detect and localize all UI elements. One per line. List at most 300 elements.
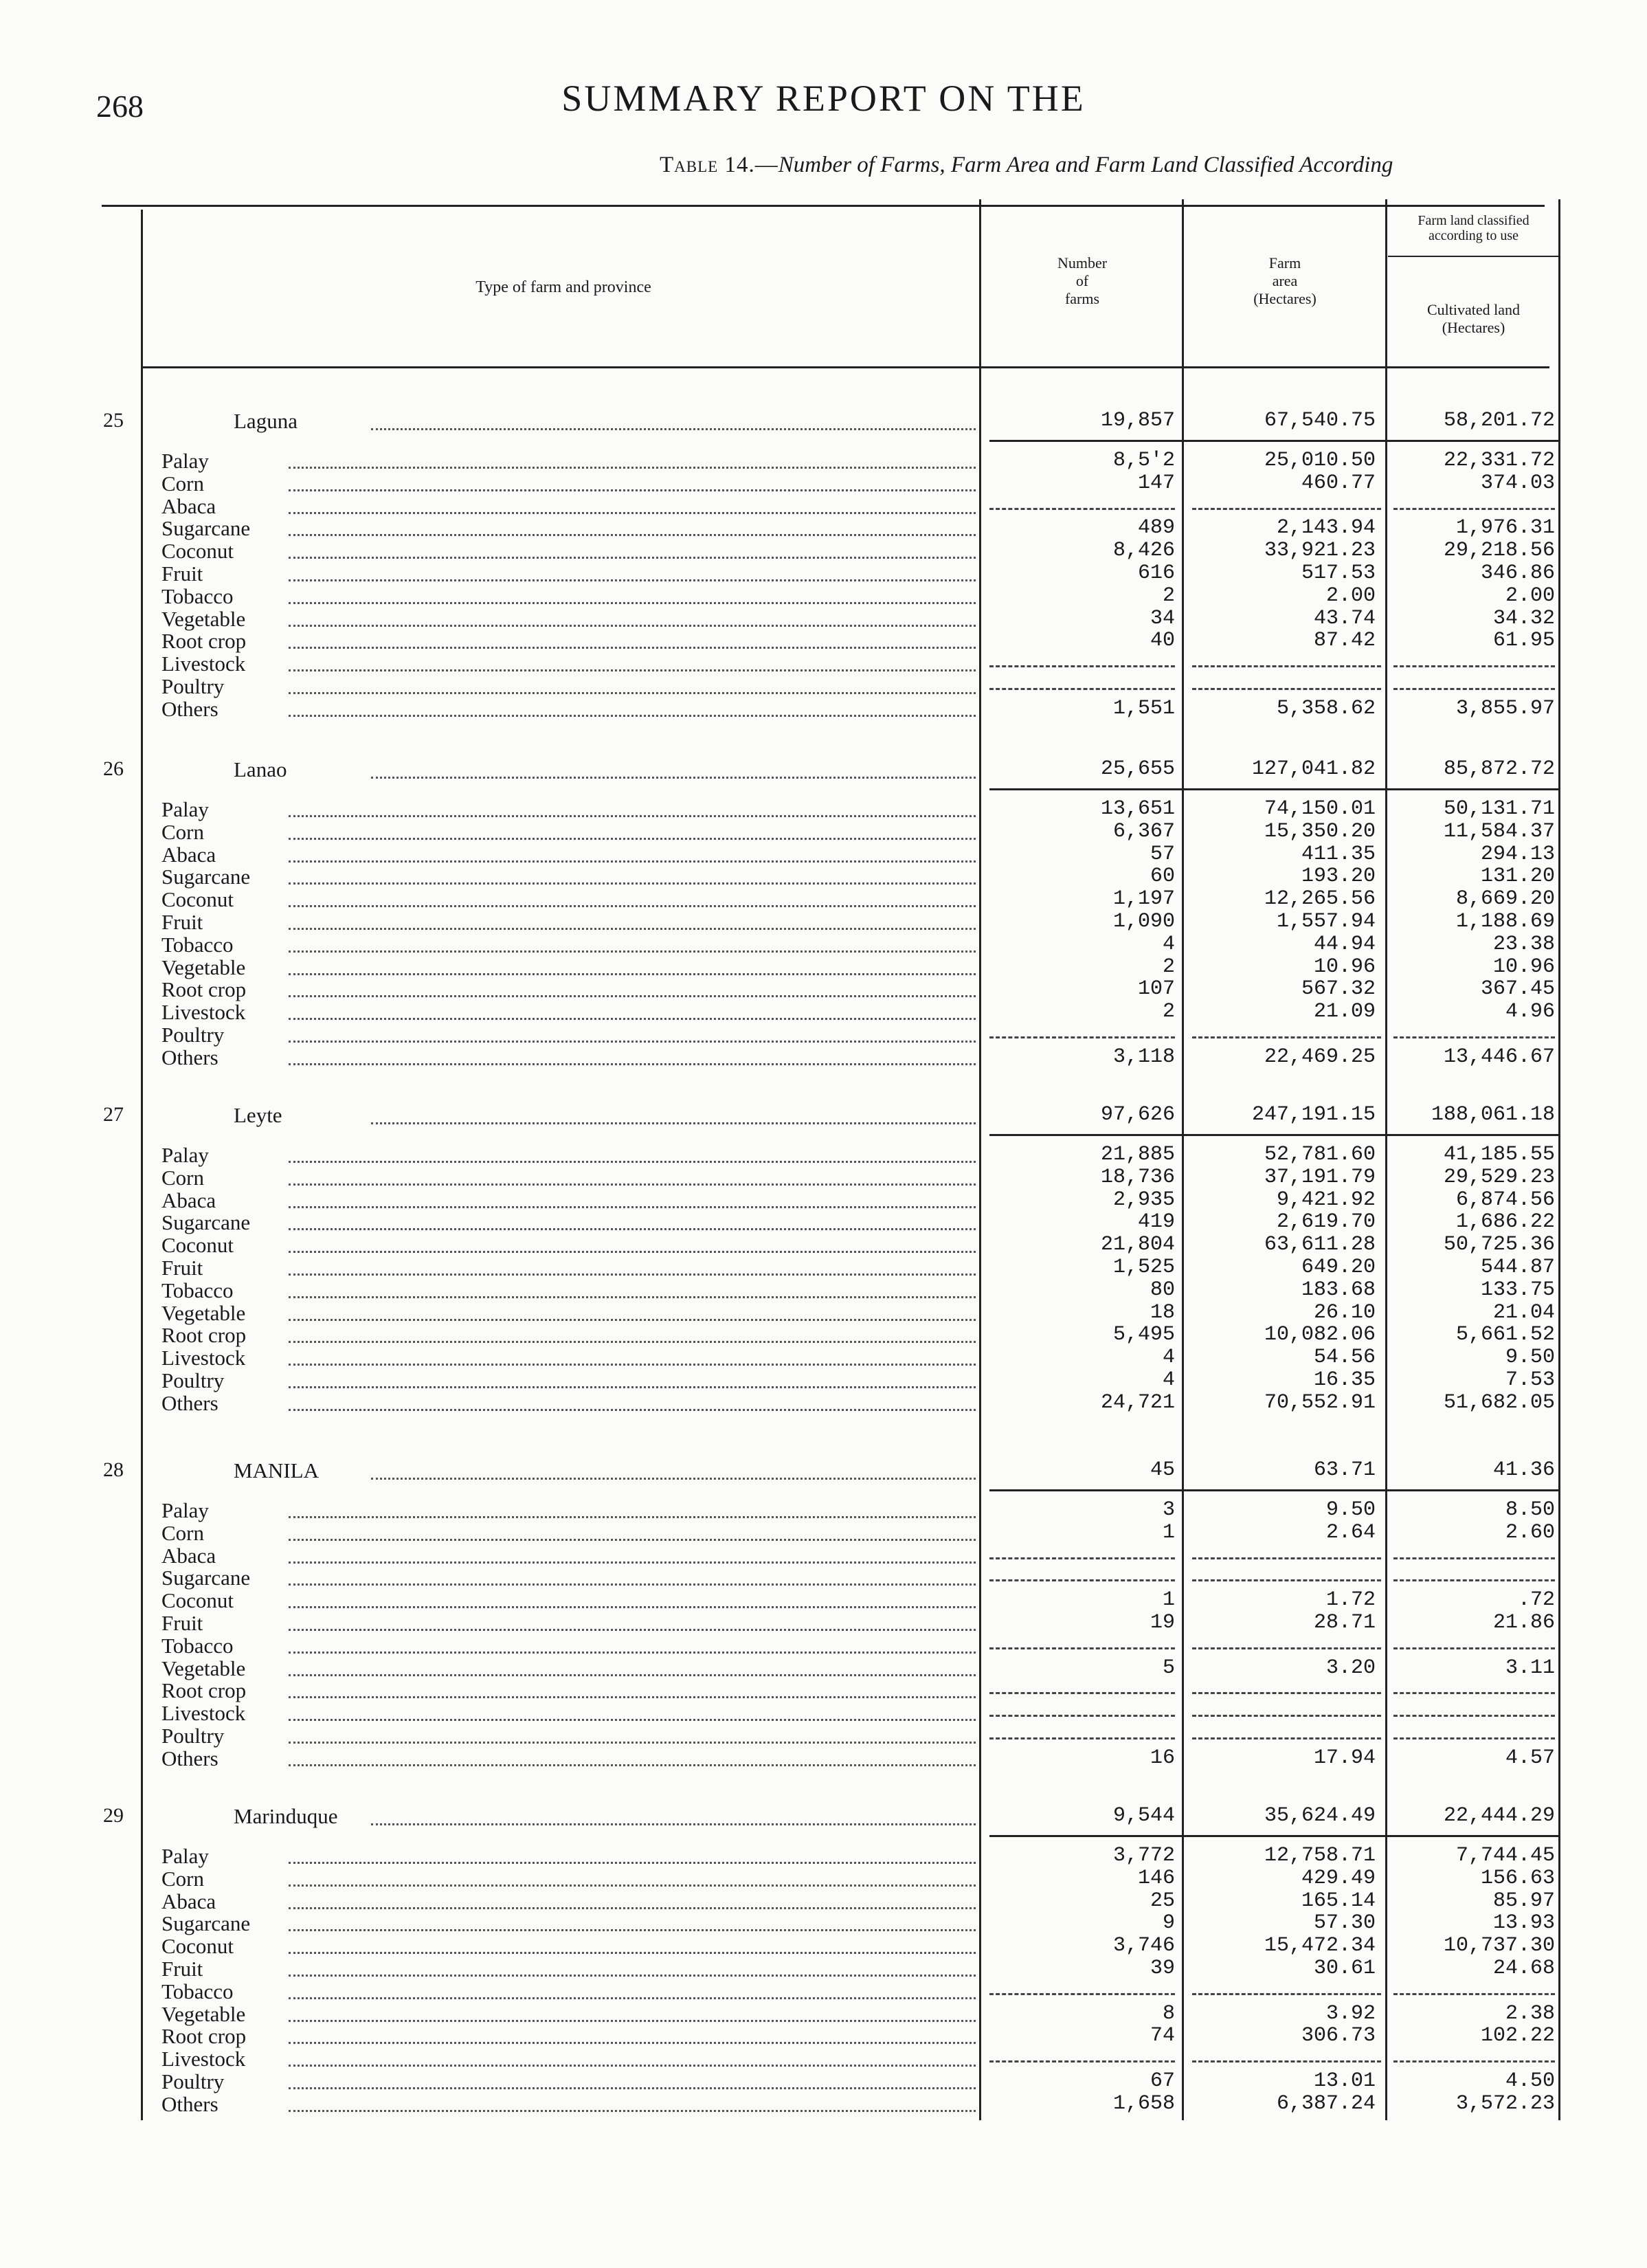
crop-label: Livestock (161, 652, 246, 676)
farms-cell: 6,367 (1112, 820, 1175, 843)
farms-cell: 80 (1150, 1278, 1175, 1302)
farms-cell: 1,658 (1112, 2092, 1175, 2115)
crop-label: Vegetable (161, 1656, 246, 1680)
empty-cell-dash (1393, 1737, 1555, 1739)
area-cell: 37,191.79 (1264, 1166, 1376, 1189)
table-row (0, 471, 1647, 495)
dot-leader (371, 777, 976, 779)
cultivated-cell: 22,331.72 (1443, 449, 1555, 472)
area-cell: 16.35 (1313, 1368, 1376, 1392)
empty-cell-dash (1393, 1993, 1555, 1995)
table-row (0, 1391, 1647, 1414)
dot-leader (289, 1274, 976, 1276)
empty-cell-dash (989, 1557, 1175, 1559)
farms-cell: 2 (1162, 584, 1175, 608)
dot-leader (289, 557, 976, 559)
empty-cell-dash (1192, 2060, 1381, 2063)
dot-leader (289, 950, 976, 953)
column-header-area (1189, 254, 1381, 308)
empty-cell-dash (1393, 1647, 1555, 1649)
table-row (0, 843, 1647, 866)
province-area: 67,540.75 (1264, 409, 1376, 432)
table-row (0, 652, 1647, 675)
farms-cell: 18 (1150, 1301, 1175, 1324)
table-row (0, 449, 1647, 472)
empty-cell-dash (989, 1036, 1175, 1038)
farms-cell: 74 (1150, 2024, 1175, 2047)
table-row (0, 1844, 1647, 1867)
cultivated-cell: 24.68 (1492, 1957, 1555, 1980)
empty-cell-dash (1393, 1715, 1555, 1717)
crop-label: Poultry (161, 1724, 225, 1748)
table-row (0, 1045, 1647, 1069)
farms-cell: 146 (1137, 1867, 1175, 1890)
dot-leader (289, 602, 976, 604)
area-cell: 6,387.24 (1276, 2092, 1376, 2115)
table-row (0, 697, 1647, 720)
dot-leader (289, 1764, 976, 1766)
table-row (0, 539, 1647, 562)
crop-label: Sugarcane (161, 1210, 251, 1234)
table-row (0, 1210, 1647, 1234)
dot-leader (289, 1975, 976, 1977)
area-cell: 57.30 (1313, 1911, 1376, 1935)
dot-leader (289, 1018, 976, 1020)
crop-label: Tobacco (161, 584, 234, 608)
cultivated-cell: 7,744.45 (1455, 1844, 1555, 1867)
table-row (0, 955, 1647, 979)
crop-label: Livestock (161, 1346, 246, 1370)
cultivated-cell: 4.57 (1505, 1746, 1555, 1770)
crop-label: Fruit (161, 1611, 203, 1635)
province-index: 26 (103, 757, 124, 780)
empty-cell-dash (1393, 508, 1555, 510)
empty-cell-dash (1192, 1579, 1381, 1581)
cultivated-cell: 1,188.69 (1455, 910, 1555, 933)
area-cell: 306.73 (1301, 2024, 1376, 2047)
empty-cell-dash (1192, 688, 1381, 690)
province-name: MANILA (234, 1458, 319, 1482)
farms-cell: 8 (1162, 2002, 1175, 2025)
area-cell: 12,758.71 (1264, 1844, 1376, 1867)
crop-label: Root crop (161, 1323, 247, 1347)
province-farms: 97,626 (1100, 1103, 1175, 1126)
dot-leader (289, 995, 976, 997)
cultivated-cell: 85.97 (1492, 1889, 1555, 1913)
crop-label: Abaca (161, 843, 216, 867)
area-cell: 2.00 (1325, 584, 1376, 608)
empty-cell-dash (1192, 1993, 1381, 1995)
farms-cell: 1 (1162, 1521, 1175, 1544)
dot-leader (289, 1183, 976, 1186)
farms-cell: 24,721 (1100, 1391, 1175, 1414)
province-area: 127,041.82 (1251, 757, 1376, 781)
farms-cell: 1,525 (1112, 1256, 1175, 1279)
cultivated-cell: 41,185.55 (1443, 1143, 1555, 1166)
crop-label: Sugarcane (161, 865, 251, 889)
classified-rule (1388, 256, 1558, 257)
farms-header-line: farms (1064, 290, 1100, 307)
crop-label: Palay (161, 449, 209, 473)
crop-label: Palay (161, 1143, 209, 1167)
table-row (0, 1724, 1647, 1747)
crop-label: Fruit (161, 1256, 203, 1280)
crop-label: Tobacco (161, 1278, 234, 1302)
cultivated-cell: 21.04 (1492, 1301, 1555, 1324)
area-cell: 25,010.50 (1264, 449, 1376, 472)
table-caption-text: Number of Farms, Farm Area and Farm Land Classified According (778, 153, 1393, 177)
farms-cell: 2,935 (1112, 1188, 1175, 1212)
cultivated-cell: 544.87 (1480, 1256, 1555, 1279)
empty-cell-dash (989, 1993, 1175, 1995)
farms-cell: 489 (1137, 516, 1175, 540)
column-header-cultivated (1389, 301, 1558, 337)
cultivated-cell: 294.13 (1480, 843, 1555, 866)
crop-label: Poultry (161, 2069, 225, 2093)
table-row (0, 1000, 1647, 1023)
dot-leader (289, 1041, 976, 1043)
farms-cell: 8,426 (1112, 539, 1175, 562)
crop-label: Others (161, 1045, 219, 1069)
farms-cell: 1,551 (1112, 697, 1175, 720)
crop-label: Abaca (161, 1188, 216, 1212)
area-header-line: Farm (1268, 254, 1301, 271)
empty-cell-dash (1192, 1647, 1381, 1649)
crop-label: Coconut (161, 539, 234, 563)
table-caption (660, 153, 1393, 178)
dot-leader (289, 1674, 976, 1676)
cultivated-cell: 3.11 (1505, 1656, 1555, 1680)
crop-label: Livestock (161, 1701, 246, 1725)
province-row (0, 757, 1647, 781)
cultivated-cell: 50,725.36 (1443, 1233, 1555, 1256)
dot-leader (289, 815, 976, 817)
table-row (0, 1911, 1647, 1935)
farms-cell: 21,885 (1100, 1143, 1175, 1166)
area-cell: 22,469.25 (1264, 1045, 1376, 1069)
crop-label: Palay (161, 797, 209, 821)
cultivated-cell: 29,218.56 (1443, 539, 1555, 562)
farms-header-line: of (1075, 272, 1089, 289)
cultivated-cell: 9.50 (1505, 1346, 1555, 1369)
area-cell: 33,921.23 (1264, 539, 1376, 562)
dot-leader (289, 1997, 976, 1999)
dot-leader (289, 534, 976, 536)
table-row (0, 1256, 1647, 1279)
crop-label: Coconut (161, 1588, 234, 1612)
table-row (0, 1566, 1647, 1589)
province-index: 27 (103, 1103, 124, 1126)
farms-cell: 4 (1162, 933, 1175, 956)
dot-leader (289, 2020, 976, 2022)
empty-cell-dash (989, 688, 1175, 690)
farms-cell: 3,118 (1112, 1045, 1175, 1069)
area-cell: 411.35 (1301, 843, 1376, 866)
farms-cell: 1,090 (1112, 910, 1175, 933)
province-index: 29 (103, 1804, 124, 1827)
area-cell: 28.71 (1313, 1611, 1376, 1634)
crop-label: Others (161, 1746, 219, 1770)
dot-leader (289, 1341, 976, 1343)
province-index: 28 (103, 1458, 124, 1481)
cultivated-cell: 5,661.52 (1455, 1323, 1555, 1346)
area-cell: 44.94 (1313, 933, 1376, 956)
cultivated-cell: 156.63 (1480, 1867, 1555, 1890)
crop-label: Fruit (161, 910, 203, 934)
empty-cell-dash (1192, 1737, 1381, 1739)
farms-cell: 60 (1150, 865, 1175, 888)
province-cultivated: 41.36 (1492, 1458, 1555, 1482)
cultivated-cell: 4.50 (1505, 2069, 1555, 2093)
cultivated-cell: 4.96 (1505, 1000, 1555, 1023)
table-row (0, 1278, 1647, 1302)
empty-cell-dash (989, 1692, 1175, 1694)
crop-label: Tobacco (161, 1979, 234, 2003)
empty-cell-dash (1393, 665, 1555, 667)
crop-label: Root crop (161, 1678, 247, 1702)
page-number: 268 (96, 89, 144, 124)
cultivated-cell: 34.32 (1492, 607, 1555, 630)
cultivated-cell: 2.38 (1505, 2002, 1555, 2025)
table-row (0, 562, 1647, 585)
province-cultivated: 188,061.18 (1431, 1103, 1555, 1126)
empty-cell-dash (1192, 1036, 1381, 1038)
crop-label: Sugarcane (161, 516, 251, 540)
table-row (0, 2002, 1647, 2025)
cultivated-cell: 7.53 (1505, 1368, 1555, 1392)
header-top-rule (102, 205, 1545, 207)
area-cell: 9.50 (1325, 1498, 1376, 1522)
province-farms: 9,544 (1112, 1804, 1175, 1827)
crop-label: Livestock (161, 2047, 246, 2071)
crop-label: Poultry (161, 674, 225, 698)
crop-label: Coconut (161, 887, 234, 911)
empty-cell-dash (1393, 1579, 1555, 1581)
dot-leader (371, 1122, 976, 1124)
cultivated-cell: 8.50 (1505, 1498, 1555, 1522)
table-row (0, 933, 1647, 956)
area-cell: 193.20 (1301, 865, 1376, 888)
cultivated-cell: 10,737.30 (1443, 1934, 1555, 1957)
area-cell: 5,358.62 (1276, 697, 1376, 720)
farms-cell: 40 (1150, 629, 1175, 652)
farms-cell: 1 (1162, 1588, 1175, 1612)
crop-label: Poultry (161, 1368, 225, 1392)
area-cell: 1.72 (1325, 1588, 1376, 1612)
empty-cell-dash (1393, 2060, 1555, 2063)
crop-label: Abaca (161, 494, 216, 518)
table-row (0, 1934, 1647, 1957)
dot-leader (289, 1319, 976, 1321)
area-cell: 17.94 (1313, 1746, 1376, 1770)
column-header-farms (989, 254, 1175, 308)
area-cell: 87.42 (1313, 629, 1376, 652)
dot-leader (289, 2042, 976, 2044)
province-farms: 25,655 (1100, 757, 1175, 781)
dot-leader (289, 489, 976, 491)
area-cell: 30.61 (1313, 1957, 1376, 1980)
empty-cell-dash (1393, 1036, 1555, 1038)
farms-cell: 2 (1162, 1000, 1175, 1023)
dot-leader (289, 928, 976, 930)
crop-label: Corn (161, 1166, 204, 1190)
cultivated-cell: 133.75 (1480, 1278, 1555, 1302)
crop-label: Vegetable (161, 2002, 246, 2026)
empty-cell-dash (989, 665, 1175, 667)
farms-cell: 4 (1162, 1368, 1175, 1392)
cultivated-cell: 21.86 (1492, 1611, 1555, 1634)
dot-leader (289, 1516, 976, 1518)
province-cultivated: 22,444.29 (1443, 1804, 1555, 1827)
area-cell: 74,150.01 (1264, 797, 1376, 821)
crop-label: Sugarcane (161, 1566, 251, 1590)
table-row (0, 1346, 1647, 1369)
farms-cell: 13,651 (1100, 797, 1175, 821)
farms-cell: 5,495 (1112, 1323, 1175, 1346)
cultivated-cell: 10.96 (1492, 955, 1555, 979)
crop-label: Abaca (161, 1544, 216, 1568)
province-row (0, 1458, 1647, 1482)
table-row (0, 2024, 1647, 2047)
cultivated-cell: .72 (1517, 1588, 1555, 1612)
table-row (0, 1701, 1647, 1724)
cultivated-cell: 8,669.20 (1455, 887, 1555, 911)
province-row (0, 1103, 1647, 1126)
table-row (0, 1166, 1647, 1189)
farms-header-line: Number (1057, 254, 1108, 271)
empty-cell-dash (989, 1647, 1175, 1649)
empty-cell-dash (989, 2060, 1175, 2063)
empty-cell-dash (989, 508, 1175, 510)
cultivated-cell: 374.03 (1480, 471, 1555, 495)
empty-cell-dash (1192, 508, 1381, 510)
table-label: Table 14.— (660, 153, 778, 177)
table-row (0, 1979, 1647, 2003)
crop-label: Fruit (161, 1957, 203, 1981)
crop-label: Poultry (161, 1023, 225, 1047)
dot-leader (289, 1206, 976, 1208)
dot-leader (289, 467, 976, 469)
province-row (0, 409, 1647, 432)
cultivated-cell: 61.95 (1492, 629, 1555, 652)
dot-leader (289, 973, 976, 975)
cultivated-cell: 367.45 (1480, 977, 1555, 1001)
table-row (0, 1188, 1647, 1212)
table-row (0, 629, 1647, 652)
table-row (0, 820, 1647, 843)
crop-label: Vegetable (161, 955, 246, 979)
farms-cell: 39 (1150, 1957, 1175, 1980)
area-cell: 2,143.94 (1276, 516, 1376, 540)
area-header-line: area (1272, 272, 1298, 289)
crop-label: Root crop (161, 629, 247, 653)
farms-cell: 1,197 (1112, 887, 1175, 911)
farms-cell: 57 (1150, 843, 1175, 866)
dot-leader (289, 1228, 976, 1230)
farms-cell: 21,804 (1100, 1233, 1175, 1256)
table-row (0, 910, 1647, 933)
dot-leader (289, 1696, 976, 1698)
table-row (0, 1656, 1647, 1680)
crop-label: Coconut (161, 1934, 234, 1958)
cultivated-cell: 6,874.56 (1455, 1188, 1555, 1212)
table-row (0, 1634, 1647, 1657)
table-row (0, 1889, 1647, 1913)
crop-label: Corn (161, 820, 204, 844)
area-cell: 26.10 (1313, 1301, 1376, 1324)
table-row (0, 1143, 1647, 1166)
farms-cell: 107 (1137, 977, 1175, 1001)
cultivated-cell: 1,686.22 (1455, 1210, 1555, 1234)
farms-cell: 8,5'2 (1112, 449, 1175, 472)
empty-cell-dash (1393, 1557, 1555, 1559)
cultivated-cell: 102.22 (1480, 2024, 1555, 2047)
empty-cell-dash (989, 1715, 1175, 1717)
dot-leader (371, 1823, 976, 1825)
dot-leader (289, 669, 976, 671)
dot-leader (289, 1539, 976, 1541)
table-row (0, 494, 1647, 518)
crop-label: Livestock (161, 1000, 246, 1024)
crop-label: Tobacco (161, 933, 234, 957)
dot-leader (289, 1063, 976, 1065)
crop-label: Tobacco (161, 1634, 234, 1658)
table-row (0, 1023, 1647, 1046)
crop-label: Others (161, 2092, 219, 2116)
farms-cell: 67 (1150, 2069, 1175, 2093)
province-name: Lanao (234, 757, 287, 781)
table-row (0, 584, 1647, 608)
province-separator-rule (989, 788, 1558, 790)
empty-cell-dash (1192, 1715, 1381, 1717)
province-farms: 19,857 (1100, 409, 1175, 432)
area-cell: 15,350.20 (1264, 820, 1376, 843)
dot-leader (289, 715, 976, 717)
province-area: 63.71 (1313, 1458, 1376, 1482)
dot-leader (371, 1478, 976, 1480)
area-cell: 2,619.70 (1276, 1210, 1376, 1234)
area-cell: 183.68 (1301, 1278, 1376, 1302)
header-bottom-rule (141, 366, 1549, 368)
crop-label: Corn (161, 1521, 204, 1545)
dot-leader (289, 860, 976, 863)
cultivated-cell: 1,976.31 (1455, 516, 1555, 540)
cultivated-cell: 51,682.05 (1443, 1391, 1555, 1414)
farms-cell: 3,746 (1112, 1934, 1175, 1957)
dot-leader (289, 512, 976, 514)
table-row (0, 1588, 1647, 1612)
cultivated-cell: 11,584.37 (1443, 820, 1555, 843)
farms-cell: 18,736 (1100, 1166, 1175, 1189)
area-cell: 10.96 (1313, 955, 1376, 979)
province-name: Leyte (234, 1103, 282, 1127)
dot-leader (289, 838, 976, 840)
cultivated-cell: 3,572.23 (1455, 2092, 1555, 2115)
area-header-line: (Hectares) (1253, 290, 1317, 307)
province-separator-rule (989, 440, 1558, 442)
province-cultivated: 58,201.72 (1443, 409, 1555, 432)
column-header-classified (1389, 213, 1558, 243)
crop-label: Vegetable (161, 607, 246, 631)
area-cell: 567.32 (1301, 977, 1376, 1001)
table-row (0, 516, 1647, 540)
cultivated-cell: 29,529.23 (1443, 1166, 1555, 1189)
province-farms: 45 (1150, 1458, 1175, 1482)
dot-leader (289, 579, 976, 581)
dot-leader (289, 692, 976, 694)
area-cell: 12,265.56 (1264, 887, 1376, 911)
area-cell: 15,472.34 (1264, 1934, 1376, 1957)
